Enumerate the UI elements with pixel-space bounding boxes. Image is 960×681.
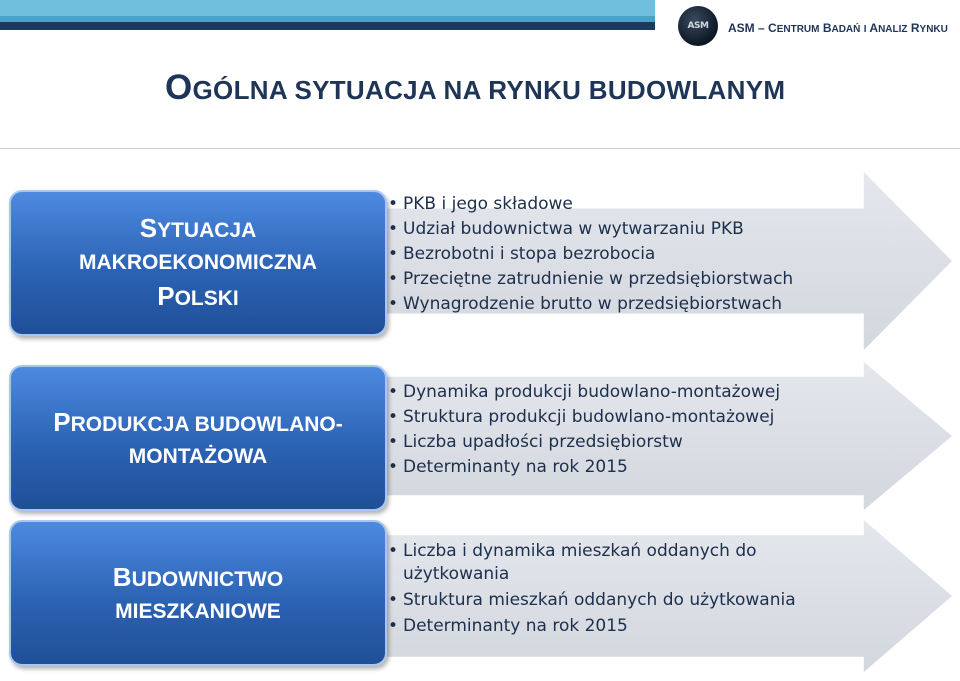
bullet-item: • Struktura produkcji budowlano-montażowej bbox=[388, 405, 780, 430]
bullet-item: • Struktura mieszkań oddanych do użytkowania bbox=[388, 589, 818, 612]
bullet-item: • Udział budownictwa w wytwarzaniu PKB bbox=[388, 217, 793, 242]
bullet-item: • Liczba i dynamika mieszkań oddanych do użytkowania bbox=[388, 540, 818, 586]
page-title: OGÓLNA SYTUACJA NA RYNKU BUDOWLANYM bbox=[165, 68, 786, 107]
bullet-list-housing bbox=[388, 540, 818, 638]
section-label-construction-production: PRODUKCJA BUDOWLANO- MONTAŻOWA bbox=[9, 365, 387, 511]
header-bar-highlight bbox=[0, 0, 655, 16]
bullet-item: • Determinanty na rok 2015 bbox=[388, 455, 780, 480]
section-label-housing: BUDOWNICTWO MIESZKANIOWE bbox=[9, 520, 387, 666]
bullet-item: • Bezrobotni i stopa bezrobocia bbox=[388, 242, 793, 267]
bullet-item: • Przeciętne zatrudnienie w przedsiębiorstwach bbox=[388, 267, 793, 292]
bullet-item: • Determinanty na rok 2015 bbox=[388, 615, 818, 638]
bullet-item: • Liczba upadłości przedsiębiorstw bbox=[388, 430, 780, 455]
company-logo bbox=[678, 6, 718, 46]
title-divider bbox=[0, 148, 960, 149]
bullet-item: • Dynamika produkcji budowlano-montażowej bbox=[388, 380, 780, 405]
bullet-list-construction-production bbox=[388, 380, 780, 480]
bullet-item: • Wynagrodzenie brutto w przedsiębiorstwach bbox=[388, 292, 793, 317]
bullet-list-macroeconomic bbox=[388, 192, 793, 317]
bullet-item: • PKB i jego składowe bbox=[388, 192, 793, 217]
company-name: ASM – CENTRUM BADAŃ I ANALIZ RYNKU bbox=[728, 21, 948, 35]
logo-text: ASM bbox=[687, 21, 709, 31]
section-label-macroeconomic: SYTUACJA MAKROEKONOMICZNA POLSKI bbox=[9, 190, 387, 336]
